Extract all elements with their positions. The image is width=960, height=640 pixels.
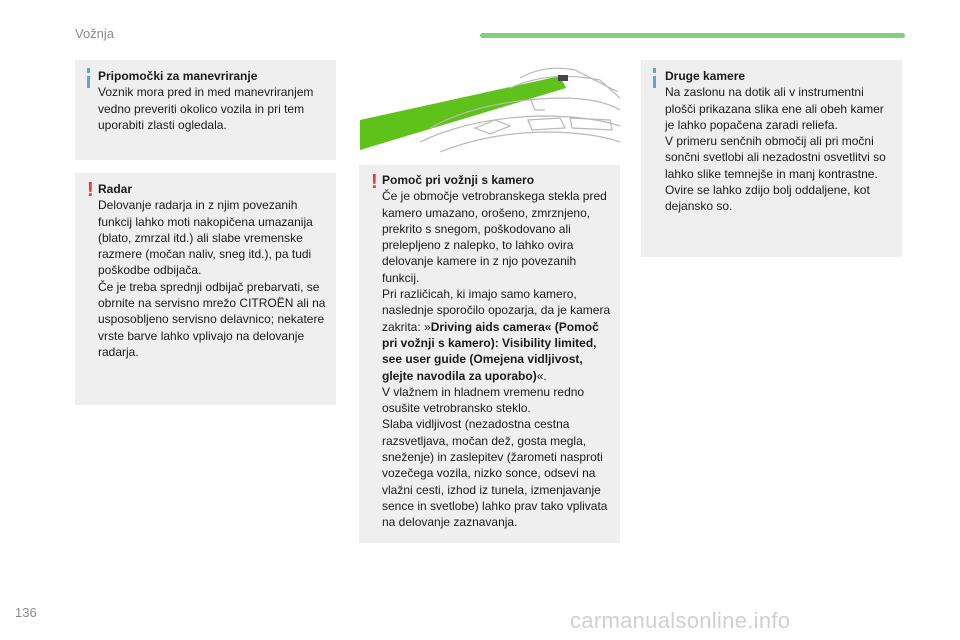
radar-body-1: Delovanje radarja in z njim povezanih funkcij lahko moti nakopičena umazanija (blato, zmrzal itd.) ali slabe vremenske razmere (močan naliv, sneg itd.), pa tudi poškodbe odbijača. (98, 198, 313, 278)
camera-title: Pomoč pri vožnji s kamero (382, 173, 535, 187)
camera-body-1: Če je območje vetrobranskega stekla pred kamero umazano, orošeno, zmrznjeno, prekrito s snegom, poškodovano ali prelepljeno z nalepko, to lahko ovira delovanje kamere in z njo povezanih funkcij. (382, 189, 607, 285)
camera-body-3: V vlažnem in hladnem vremenu redno osušite vetrobransko steklo. (382, 384, 585, 416)
other-cameras-box (641, 60, 902, 257)
watermark: carmanualsonline.info (570, 608, 791, 633)
info-icon (653, 68, 656, 88)
section-accent-bar (480, 33, 905, 38)
camera-driving-aids-box (359, 165, 620, 543)
camera-body-2 (382, 286, 612, 384)
manoeuvring-aids-box (75, 60, 336, 160)
info-icon (87, 68, 90, 88)
windscreen-camera-illustration (360, 58, 620, 154)
page-number: 136 (15, 605, 37, 620)
section-title: Vožnja (75, 26, 115, 41)
warning-icon: ! (87, 179, 94, 201)
radar-box (75, 173, 336, 405)
camera-message-text: Driving aids camera« (Pomoč pri vožnji s kamero): Visibility limited, see user guide (Omejena vidljivost, glejte navodila za uporabo) (382, 319, 599, 383)
camera-message-end: «. (536, 368, 547, 383)
manoeuvring-body: Voznik mora pred in med manevriranjem vedno preveriti okolico vozila in pri tem uporabiti zlasti ogledala. (98, 85, 314, 132)
camera-body-4: Slaba vidljivost (nezadostna cestna razsvetljava, močan dež, gosta megla, sneženje) in zaslepitev (žarometi nasproti vozečega vozila, nizko sonce, odsevi na vlažni cesti, izhod iz tunela, izmenjavanje sence in svetlobe) lahko prav tako vplivata na delovanje zaznavanja. (382, 417, 608, 530)
other-cameras-title: Druge kamere (665, 69, 746, 83)
manoeuvring-title: Pripomočki za manevriranje (98, 69, 258, 83)
other-cameras-body-1: Na zaslonu na dotik ali v instrumentni plošči prikazana slika ene ali obeh kamer je lahko popačena zaradi reliefa. (665, 85, 884, 132)
camera-icon (558, 75, 568, 81)
radar-body-2: Če je treba sprednji odbijač prebarvati, se obrnite na servisno mrežo CITROËN ali na usposobljeno servisno delavnico; nekatere vrste barve lahko vplivajo na delovanje radarja. (98, 279, 326, 359)
other-cameras-body-2: V primeru senčnih območij ali pri močni sončni svetlobi ali nezadostni osvetlitvi so lahko slike temnejše in manj kontrastne. Ovire se lahko zdijo bolj oddaljene, kot dejansko so. (665, 134, 886, 214)
camera-message-intro: Pri različicah, ki imajo samo kamero, naslednje sporočilo opozarja, da je kamera zakrita: » (382, 287, 611, 334)
radar-title: Radar (98, 182, 133, 196)
warning-icon: ! (371, 171, 378, 193)
